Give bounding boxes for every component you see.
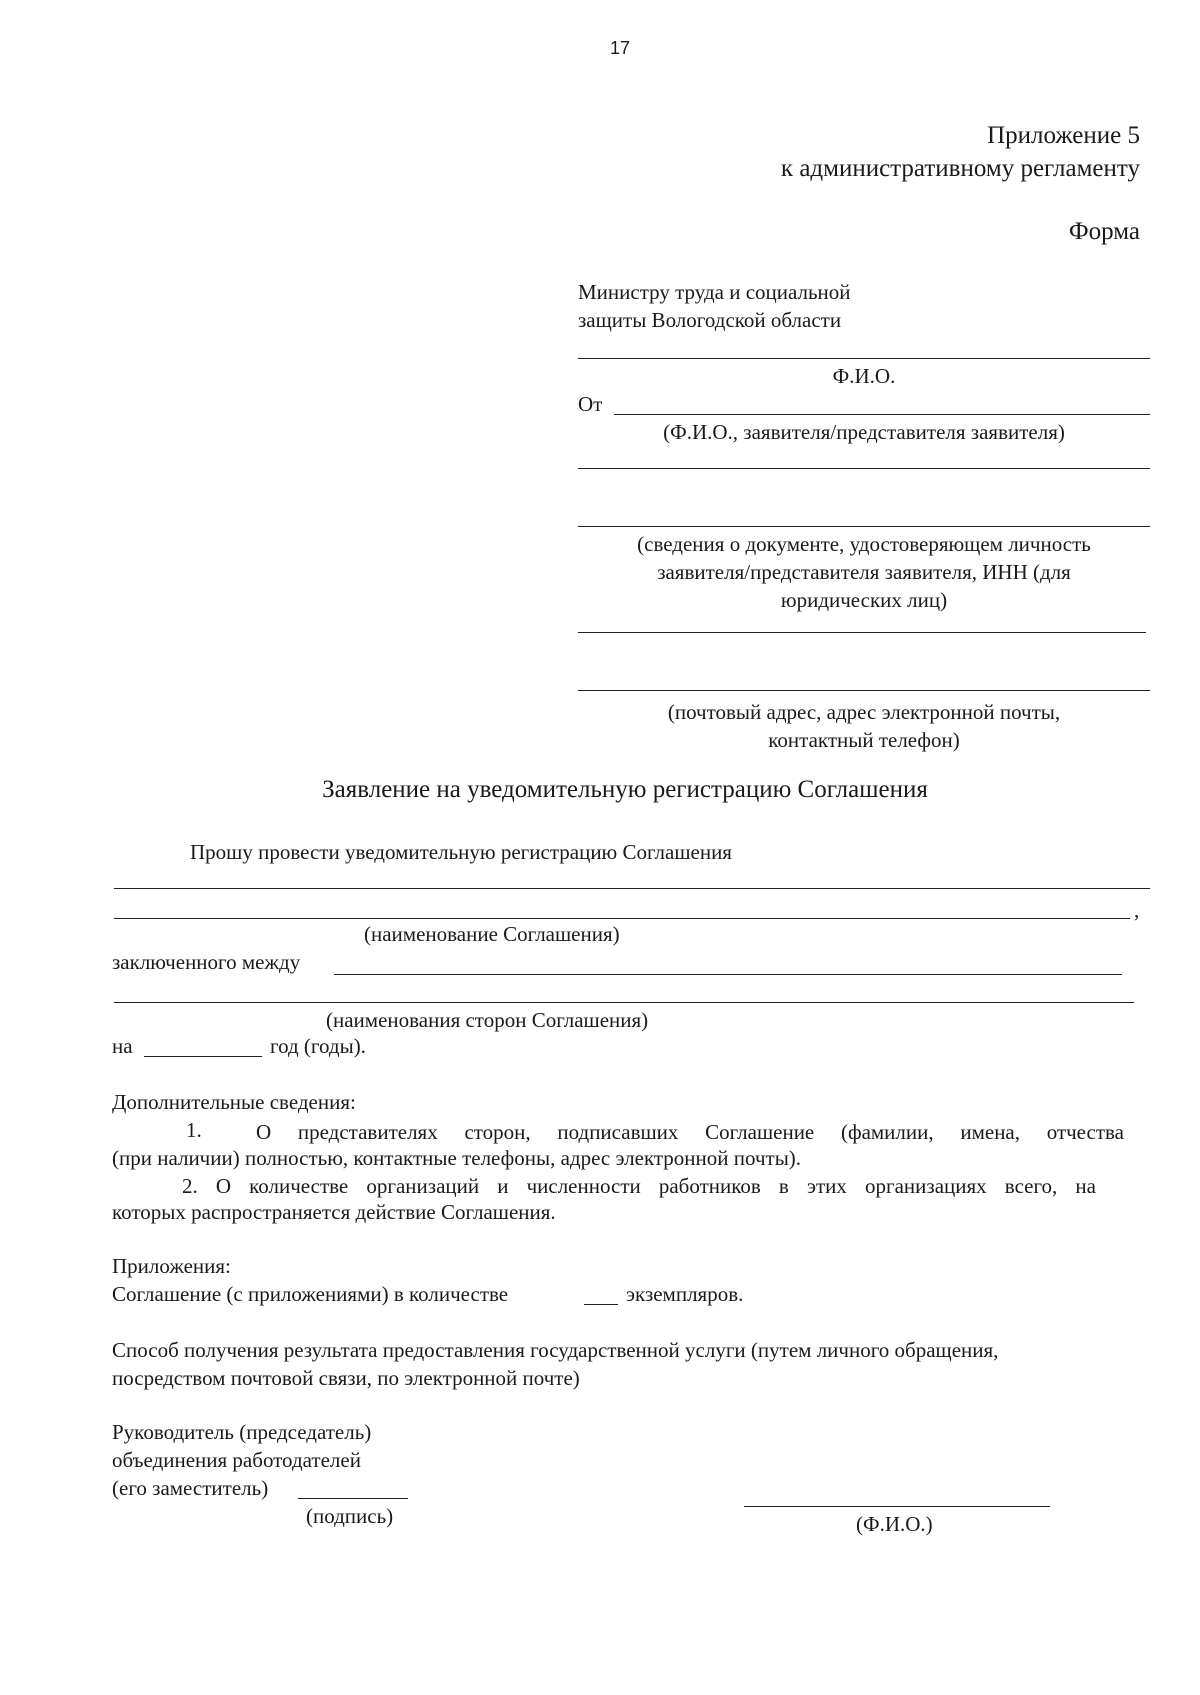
from-label: От	[578, 392, 603, 416]
additional-item-2-line-2: которых распространяется действие Соглашения.	[112, 1200, 556, 1224]
signature-caption: (подпись)	[306, 1504, 394, 1528]
additional-item-2-line-1: 2. О количестве организаций и численности работников в этих организациях всего, на	[182, 1174, 1096, 1198]
method-line-1: Способ получения результата предоставления государственной услуги (путем личного обращения,	[112, 1338, 999, 1362]
agreement-comma: ,	[1134, 898, 1140, 922]
attachments-text-after: экземпляров.	[626, 1282, 744, 1306]
fio-signature-caption: (Ф.И.О.)	[856, 1512, 933, 1536]
signature-blank-line[interactable]	[298, 1498, 408, 1499]
fio-signature-blank-line[interactable]	[744, 1506, 1050, 1507]
fio-blank-line[interactable]	[578, 358, 1150, 359]
appendix-title: Приложение 5	[987, 122, 1140, 149]
request-text: Прошу провести уведомительную регистрацию Соглашения	[190, 840, 732, 864]
concluded-between-label: заключенного между	[112, 950, 301, 974]
document-blank-line-2[interactable]	[578, 526, 1150, 527]
parties-caption: (наименования сторон Соглашения)	[326, 1008, 649, 1032]
addressee-line-1: Министру труда и социальной	[578, 280, 851, 304]
signatory-line-3: (его заместитель)	[112, 1476, 269, 1500]
additional-item-1-number: 1.	[186, 1118, 202, 1142]
years-label: год (годы).	[270, 1034, 366, 1058]
method-line-2: посредством почтовой связи, по электронной почте)	[112, 1366, 580, 1390]
additional-item-1-line-1: О представителях сторон, подписавших Соглашение (фамилии, имена, отчества	[256, 1120, 1124, 1144]
address-blank-line-2[interactable]	[578, 690, 1150, 691]
copies-blank-line[interactable]	[584, 1304, 618, 1305]
agreement-name-caption: (наименование Соглашения)	[364, 922, 620, 946]
document-caption-1: (сведения о документе, удостоверяющем личность	[637, 532, 1091, 556]
document-title: Заявление на уведомительную регистрацию Соглашения	[322, 776, 928, 803]
fio-caption: Ф.И.О.	[832, 364, 896, 388]
na-label: на	[112, 1034, 133, 1058]
appendix-subtitle: к административному регламенту	[780, 155, 1140, 182]
agreement-blank-line-1[interactable]	[114, 888, 1150, 889]
address-blank-line-1[interactable]	[578, 632, 1146, 633]
additional-heading: Дополнительные сведения:	[112, 1090, 356, 1114]
years-blank-line[interactable]	[144, 1056, 262, 1057]
parties-blank-line-1[interactable]	[334, 974, 1122, 975]
document-caption-2: заявителя/представителя заявителя, ИНН (для	[657, 560, 1071, 584]
signatory-line-2: объединения работодателей	[112, 1448, 361, 1472]
signatory-line-1: Руководитель (председатель)	[112, 1420, 372, 1444]
page-number: 17	[609, 38, 631, 58]
form-label: Форма	[1068, 218, 1140, 245]
applicant-blank-line[interactable]	[614, 414, 1150, 415]
attachments-heading: Приложения:	[112, 1254, 231, 1278]
attachments-text-before: Соглашение (с приложениями) в количестве	[112, 1282, 509, 1306]
address-caption-1: (почтовый адрес, адрес электронной почты,	[667, 700, 1061, 724]
address-caption-2: контактный телефон)	[768, 728, 960, 752]
document-caption-3: юридических лиц)	[780, 588, 948, 612]
applicant-caption: (Ф.И.О., заявителя/представителя заявителя)	[663, 420, 1065, 444]
additional-item-1-line-2: (при наличии) полностью, контактные телефоны, адрес электронной почты).	[112, 1146, 802, 1170]
parties-blank-line-2[interactable]	[114, 1002, 1134, 1003]
addressee-line-2: защиты Вологодской области	[578, 308, 842, 332]
agreement-blank-line-2[interactable]	[114, 918, 1130, 919]
document-blank-line-1[interactable]	[578, 468, 1150, 469]
